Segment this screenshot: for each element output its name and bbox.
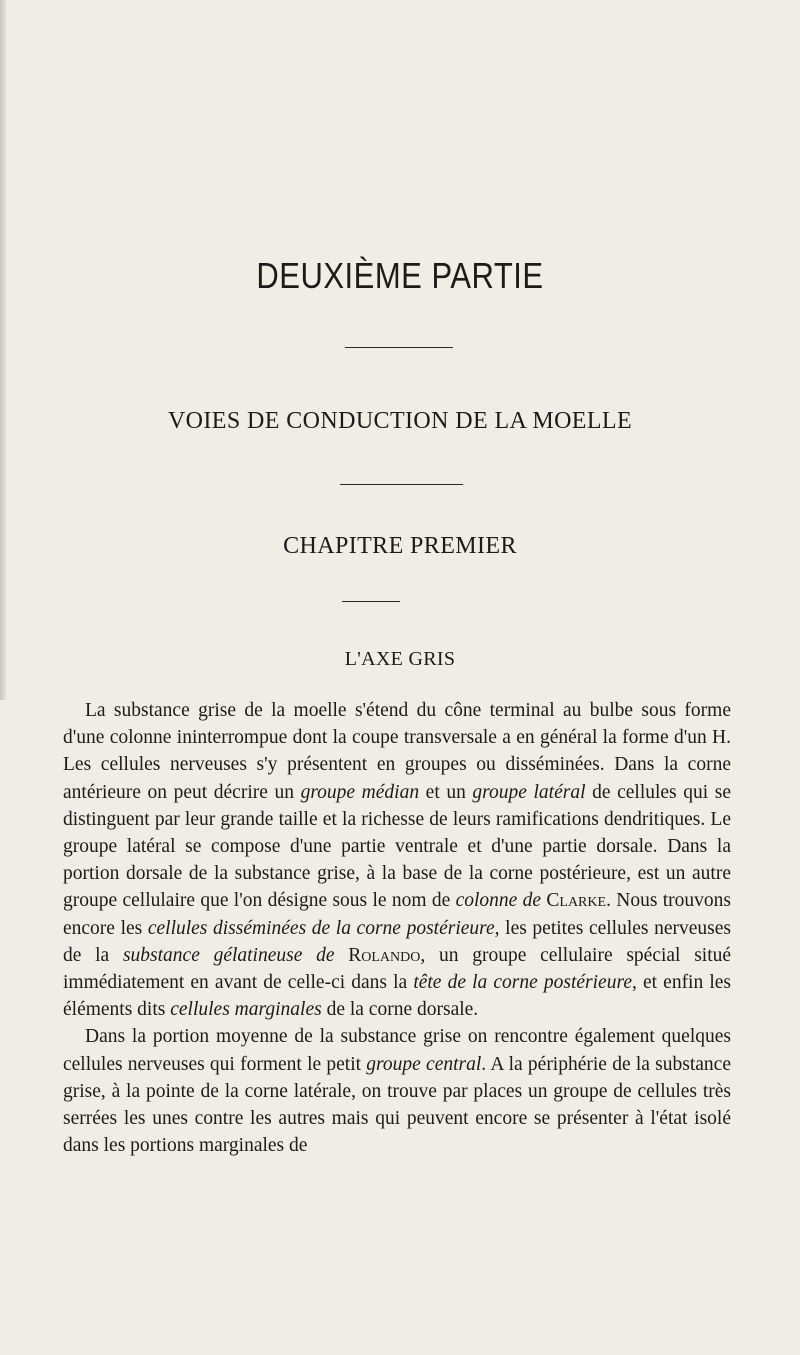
text-run: . A la périphérie de la substance grise, à la pointe de la corne latérale, on trouve par places un groupe de cellules très serrées les unes contre les autres mais qui peuvent encore se présenter à l'état isolé dans les portions marginales de — [63, 1053, 731, 1157]
italic-term: colonne de — [455, 890, 542, 912]
subsection-title: L'AXE GRIS — [344, 648, 456, 670]
text-run: de cellules qui se distinguent par leur grande taille et la richesse de leurs ramifications dendritiques. Le groupe latéral se compose d'une partie ventrale et d'une partie dorsale. Dans la portion dorsale de la substance grise, à la base de la corne postérieure, est un autre groupe cellulaire que l'on désigne sous le nom de — [63, 781, 731, 912]
italic-term: tête de la corne postérieure — [413, 972, 632, 994]
text-run: , et enfin les éléments dits — [63, 972, 731, 1021]
italic-term: groupe central — [366, 1053, 482, 1075]
section-title: VOIES DE CONDUCTION DE LA MOELLE — [167, 408, 633, 434]
italic-term: groupe latéral — [472, 781, 586, 803]
text-run: et un — [419, 781, 473, 803]
text-run: Dans la portion moyenne de la substance grise on rencontre également quelques cellules nerveuses qui forment le petit — [63, 1026, 731, 1075]
author-name: Clarke — [546, 890, 607, 912]
text-run: de la corne dorsale. — [321, 999, 479, 1021]
divider-rule — [342, 601, 400, 602]
italic-term: cellules marginales — [170, 999, 322, 1021]
paragraph-1 — [63, 697, 731, 1023]
italic-term: cellules disséminées de la corne postérieure — [147, 917, 495, 939]
page-edge-shadow — [0, 0, 6, 700]
paragraph-2 — [63, 1023, 731, 1159]
italic-term: substance gélatineuse de — [122, 944, 335, 966]
text-run — [335, 945, 349, 966]
text-run: La substance grise de la moelle s'étend du cône terminal au bulbe sous forme d'une colonne ininterrompue dont la coupe transversale a en général la forme d'un H. Les cellules nerveuses s'y présentent en groupes ou disséminées. Dans la corne antérieure on peut décrire un — [63, 700, 731, 803]
text-run: . Nous trouvons encore les — [63, 890, 732, 939]
chapter-title: CHAPITRE PREMIER — [283, 533, 517, 559]
italic-term: groupe médian — [300, 781, 420, 803]
author-name: Rolando — [348, 944, 421, 966]
text-run: , les petites cellules nerveuses de la — [63, 917, 731, 966]
divider-rule — [340, 484, 463, 485]
body-text — [63, 697, 731, 1159]
divider-rule — [345, 347, 453, 348]
part-title: DEUXIÈME PARTIE — [256, 254, 544, 297]
text-run: , un groupe cellulaire spécial situé immédiatement en avant de celle-ci dans la — [63, 944, 732, 994]
